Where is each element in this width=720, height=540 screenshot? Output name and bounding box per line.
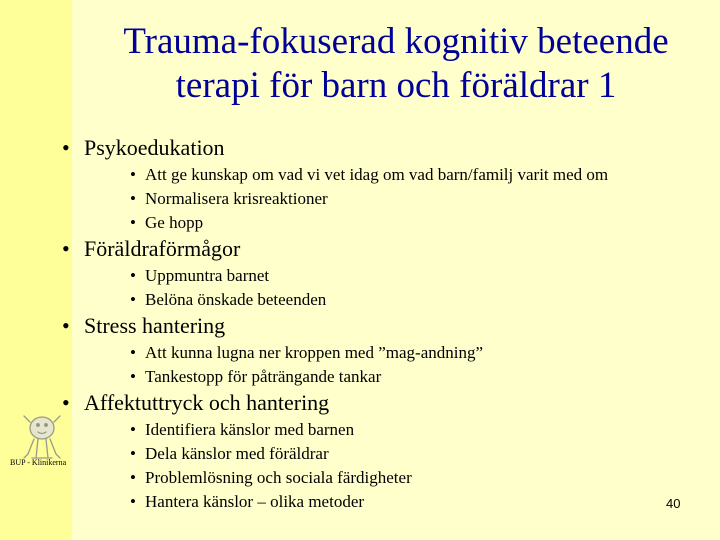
sub-bullet-label: Tankestopp för påträngande tankar [145,367,382,386]
bullet-label: Föräldraförmågor [84,236,241,261]
bullet-dot: • [62,236,70,261]
sub-bullet-label: Uppmuntra barnet [145,266,270,285]
sub-bullet-label: Att ge kunskap om vad vi vet idag om vad barn/familj varit med om [145,165,609,184]
sub-bullet-item [130,213,203,233]
bullet-item [62,390,329,416]
sub-bullet-item [130,492,364,512]
bullet-item [62,135,225,161]
bullet-label: Psykoedukation [84,135,225,160]
sub-bullet-item [130,266,269,286]
sub-bullet-dot: • [130,367,136,386]
bullet-label: Affektuttryck och hantering [84,390,330,415]
bullet-dot: • [62,135,70,160]
sub-bullet-label: Belöna önskade beteenden [145,290,327,309]
slide-title [72,20,720,108]
sub-bullet-item [130,367,381,387]
sub-bullet-dot: • [130,213,136,232]
sub-bullet-label: Dela känslor med föräldrar [145,444,329,463]
sub-bullet-item [130,165,608,185]
bullet-item [62,236,240,262]
sub-bullet-dot: • [130,189,136,208]
sub-bullet-item [130,444,329,464]
bullet-item [62,313,225,339]
sub-bullet-dot: • [130,266,136,285]
bullet-label: Stress hantering [84,313,226,338]
sub-bullet-label: Ge hopp [145,213,204,232]
sub-bullet-dot: • [130,343,136,362]
sub-bullet-label: Hantera känslor – olika metoder [145,492,365,511]
title-line-2: terapi för barn och föräldrar 1 [175,65,617,106]
bullet-dot: • [62,313,70,338]
sub-bullet-label: Identifiera känslor med barnen [145,420,355,439]
sub-bullet-dot: • [130,468,136,487]
sub-bullet-label: Problemlösning och sociala färdigheter [145,468,412,487]
sub-bullet-label: Att kunna lugna ner kroppen med ”mag-andning” [145,343,484,362]
sub-bullet-item [130,290,326,310]
page-number: 40 [666,496,681,511]
sub-bullet-dot: • [130,420,136,439]
sub-bullet-dot: • [130,444,136,463]
sub-bullet-dot: • [130,165,136,184]
sub-bullet-item [130,420,354,440]
sub-bullet-dot: • [130,290,136,309]
logo-text: BUP - Klinikerna [10,458,67,467]
sub-bullet-dot: • [130,492,136,511]
bullet-dot: • [62,390,70,415]
sub-bullet-label: Normalisera krisreaktioner [145,189,328,208]
sub-bullet-item [130,189,328,209]
sub-bullet-item [130,468,412,488]
sub-bullet-item [130,343,483,363]
title-line-1: Trauma-fokuserad kognitiv beteende [123,21,669,62]
